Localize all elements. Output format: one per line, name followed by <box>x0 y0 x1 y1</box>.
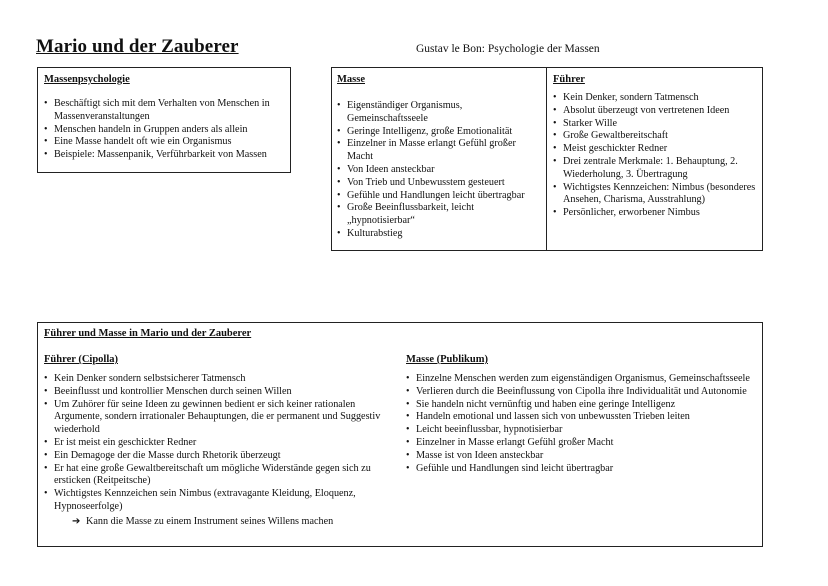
massenpsychologie-box <box>37 67 291 173</box>
arrow-right-icon: ➔ <box>72 515 81 527</box>
list-item: • Er ist meist ein geschickter Redner <box>44 437 394 450</box>
list-item: • Menschen handeln in Gruppen anders als allein <box>44 124 284 137</box>
page-subtitle: Gustav le Bon: Psychologie der Massen <box>416 43 600 55</box>
list-item: • Drei zentrale Merkmale: 1. Behauptung, 2. Wiederholung, 3. Übertragung <box>553 156 757 182</box>
massenpsychologie-list <box>44 98 284 162</box>
cipolla-conclusion <box>44 515 394 528</box>
masse-list <box>337 100 541 241</box>
fuehrer-heading: Führer <box>553 74 585 85</box>
list-item: • Sie handeln nicht vernünftig und haben eine geringe Intelligenz <box>406 399 751 412</box>
mario-heading: Führer und Masse in Mario und der Zauberer <box>44 328 252 339</box>
list-item: • Einzelne Menschen werden zum eigenständigen Organismus, Gemeinschaftsseele <box>406 373 751 386</box>
massenpsychologie-heading: Massenpsychologie <box>44 74 130 85</box>
list-item: • Von Ideen ansteckbar <box>337 164 541 177</box>
list-item: • Leicht beeinflussbar, hypnotisierbar <box>406 424 751 437</box>
list-item: • Masse ist von Ideen ansteckbar <box>406 450 751 463</box>
list-item: • Starker Wille <box>553 118 757 131</box>
cipolla-list <box>44 373 394 514</box>
list-item: • Beispiele: Massenpanik, Verführbarkeit von Massen <box>44 149 284 162</box>
list-item: • Wichtigstes Kennzeichen sein Nimbus (extravagante Kleidung, Eloquenz, Hypnoseerfolge) <box>44 488 394 514</box>
list-item: • Kein Denker sondern selbstsicherer Tatmensch <box>44 373 394 386</box>
masse-fuehrer-table <box>331 67 763 251</box>
list-item: • Kulturabstieg <box>337 228 541 241</box>
list-item: • Ein Demagoge der die Masse durch Rhetorik überzeugt <box>44 450 394 463</box>
list-item: • Beeinflusst und kontrollier Menschen durch seinen Willen <box>44 386 394 399</box>
list-item: • Kein Denker, sondern Tatmensch <box>553 92 757 105</box>
list-item: • Verlieren durch die Beeinflussung von Cipolla ihre Individualität und Autonomie <box>406 386 751 399</box>
list-item: • Große Beeinflussbarkeit, leicht „hypnotisierbar“ <box>337 202 541 228</box>
list-item: • Absolut überzeugt von vertretenen Ideen <box>553 105 757 118</box>
fuehrer-column <box>547 68 763 250</box>
publikum-heading: Masse (Publikum) <box>406 354 488 365</box>
cipolla-heading: Führer (Cipolla) <box>44 354 118 365</box>
list-item: • Große Gewaltbereitschaft <box>553 130 757 143</box>
list-item: • Um Zuhörer für seine Ideen zu gewinnen bedient er sich keiner rationalen Argumente, sondern irrationaler Behauptungen, die er permanent und Suggestiv wiederhold <box>44 399 394 437</box>
list-item: • Handeln emotional und lassen sich von unbewussten Trieben leiten <box>406 411 751 424</box>
publikum-section <box>406 353 751 475</box>
list-item: • Eine Masse handelt oft wie ein Organismus <box>44 136 284 149</box>
publikum-list <box>406 373 751 475</box>
cipolla-section <box>44 353 394 528</box>
list-item: • Wichtigstes Kennzeichen: Nimbus (besonderes Ansehen, Charisma, Ausstrahlung) <box>553 182 757 208</box>
masse-heading: Masse <box>337 74 365 85</box>
list-item: • Eigenständiger Organismus, Gemeinschaftsseele <box>337 100 541 126</box>
list-item: • Einzelner in Masse erlangt Gefühl großer Macht <box>337 138 541 164</box>
cipolla-conclusion-text: Kann die Masse zu einem Instrument seines Willens machen <box>86 515 334 527</box>
list-item: • Beschäftigt sich mit dem Verhalten von Menschen in Massenveranstaltungen <box>44 98 284 124</box>
fuehrer-list <box>553 92 757 220</box>
list-item: • Er hat eine große Gewaltbereitschaft um mögliche Widerstände gegen sich zu ersticken (Reitpeitsche) <box>44 463 394 489</box>
mario-zauberer-box <box>37 322 763 547</box>
list-item: • Gefühle und Handlungen sind leicht übertragbar <box>406 463 751 476</box>
list-item: • Gefühle und Handlungen leicht übertragbar <box>337 190 541 203</box>
list-item: • Meist geschickter Redner <box>553 143 757 156</box>
list-item: • Von Trieb und Unbewusstem gesteuert <box>337 177 541 190</box>
list-item: • Einzelner in Masse erlangt Gefühl großer Macht <box>406 437 751 450</box>
masse-column <box>332 68 547 250</box>
list-item: • Persönlicher, erworbener Nimbus <box>553 207 757 220</box>
list-item: • Geringe Intelligenz, große Emotionalität <box>337 126 541 139</box>
page-title: Mario und der Zauberer <box>36 36 239 57</box>
